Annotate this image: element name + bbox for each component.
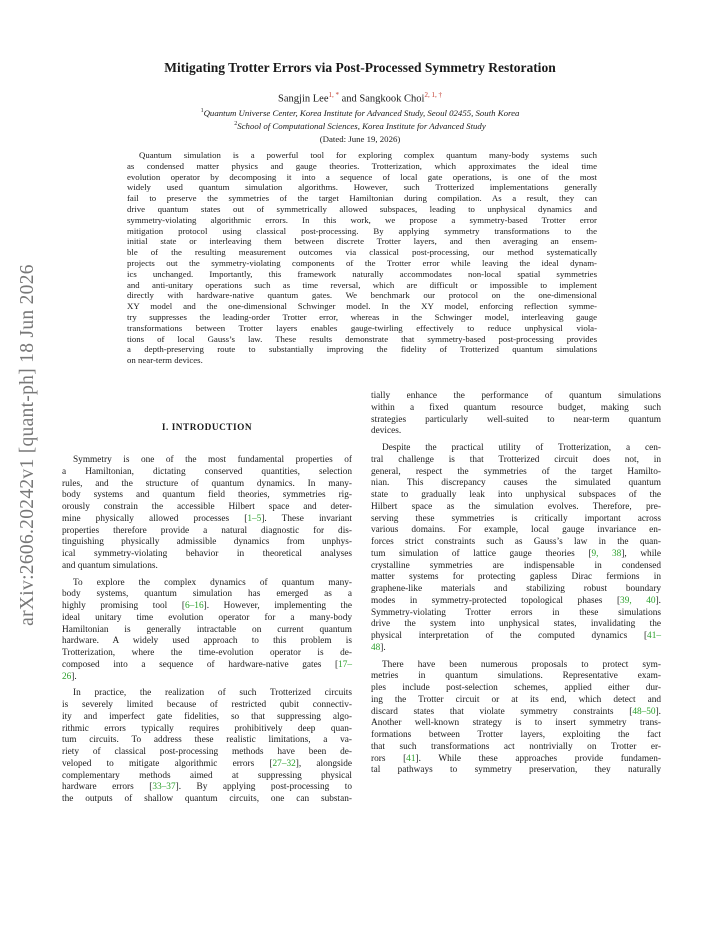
paragraph-line: crystalline symmetries are indispensable in condensed [371, 560, 661, 571]
paragraph-line: various domains. For example, local gauge invariance en- [371, 525, 661, 536]
paragraph-line: discard states that violate symmetry constraints [48–50]. [371, 706, 661, 717]
paragraph-line: modes in symmetry-protected topological phases [39, 40]. [371, 595, 661, 606]
citation-link[interactable]: 48 [371, 642, 381, 653]
paragraph-line: 48]. [371, 642, 386, 653]
paragraph-line: nian. This discrepancy causes the simulated quantum [371, 478, 661, 489]
paragraph-line: Hamiltonian is generally intractable on current quantum [62, 624, 352, 635]
paragraph-line: Hilbert space as the simulation evolves. Therefore, pre- [371, 501, 661, 512]
paragraph-line: drive the system into unphysical states, invalidating the [371, 619, 661, 630]
date-line: (Dated: June 19, 2026) [319, 134, 401, 144]
citation-link[interactable]: 41 [406, 753, 416, 764]
abstract-line: and anti-unitary operations such as time reversal, which are difficult or impossible to implement [127, 279, 597, 290]
paragraph-line: hardware errors [33–37]. By applying post-processing to [62, 782, 352, 793]
paragraph-line: rors [41]. While these approaches provide fundamen- [371, 753, 661, 764]
affiliation-text: Quantum Universe Center, Korea Institute for Advanced Study, Seoul 02455, South Korea [203, 108, 520, 118]
abstract-line: mitigation protocol using classical post-processing. By applying symmetry transformations to the [127, 225, 597, 236]
paragraph-line: Symmetry-violating Trotter errors in these simulations [371, 607, 661, 618]
paragraph-line: serving these symmetries is critically important across [371, 513, 661, 524]
paragraph-line: properties therefore provide a natural diagnostic for dis- [62, 525, 352, 536]
paragraph-line: veloped to mitigate algorithmic errors [27–32], alongside [62, 758, 352, 769]
section-heading: I. INTRODUCTION [161, 423, 253, 433]
paragraph-line: tially enhance the performance of quantum simulations [371, 391, 661, 401]
paragraph-line: tral challenge is that Trotterized circuit does not, in [371, 454, 661, 465]
author-conjunction: and [341, 93, 357, 105]
paragraph-line: ideal unitary time evolution operator for a many-body [62, 612, 352, 623]
citation-link[interactable]: 41– [647, 631, 661, 641]
paragraph-line: Another well-known strategy is to insert symmetry trans- [371, 718, 661, 729]
abstract-line: transformations between Trotter layers enables gauge-twirling effectively to reduce unphysical viola- [127, 322, 597, 333]
paragraph-line: forces strict constraints such as Gauss’s law in the quan- [371, 537, 661, 547]
abstract-line: directly with hardware-native quantum gates. We benchmark our protocol on the one-dimensional [127, 290, 597, 301]
arxiv-identifier: arXiv:2606.20242v1 [quant-ph] 18 Jun 2026 [17, 264, 38, 626]
paragraph-line: devices. [371, 426, 402, 437]
citation-link[interactable]: 1–5 [247, 513, 262, 524]
paragraph-line: In practice, the realization of such Trotterized circuits [73, 688, 352, 699]
author-affiliation-mark: 1, * [328, 91, 339, 99]
paragraph-line: Despite the practical utility of Trotterization, a cen- [382, 443, 661, 453]
paragraph-line: highly promising tool [6–16]. However, implementing the [62, 601, 353, 611]
paragraph-line: the outputs of shallow quantum circuits, one can substan- [62, 794, 352, 804]
citation-link[interactable]: 48–50 [632, 706, 656, 717]
paragraph-line: mine physically allowed processes [1–5]. These invariant [62, 513, 353, 524]
affiliation-text: School of Computational Sciences, Korea Institute for Advanced Study [237, 121, 486, 131]
affiliation-2 [60, 121, 660, 131]
abstract-line: symmetry-violating algorithmic errors. In this work, we propose a symmetry-based Trotter error [127, 214, 597, 225]
paragraph-line: metries in quantum simulations. Representative exam- [371, 671, 661, 682]
author-name: Sangjin Lee [278, 93, 329, 105]
abstract-line: drive quantum states out of symmetrically allowed subspaces, leading to unphysical dynamics and [127, 203, 597, 214]
paragraph-line: formations between Trotter layers, exploiting the fact [371, 730, 661, 740]
abstract [127, 150, 597, 366]
paragraph-line: Symmetry is one of the most fundamental properties of [73, 455, 352, 465]
paragraph-line: and quantum simulations. [62, 560, 158, 571]
abstract-line: widely used quantum simulation algorithms. However, such Trotterized implementations generally [127, 182, 597, 193]
right-column [371, 391, 661, 777]
citation-link[interactable]: 27–32 [272, 758, 296, 769]
paragraph-line: riety of classical post-processing methods have been de- [62, 747, 352, 757]
paragraph-line: ing the Trotter circuit or at its end, which detect and [371, 694, 661, 705]
paragraph-line: is severely limited because of restricted qubit connectiv- [62, 700, 352, 710]
affiliation-number: 2 [234, 121, 238, 128]
paragraph-line: tinguishing physically admissible dynamics from unphys- [62, 537, 352, 548]
affiliation-1 [60, 108, 660, 118]
abstract-line: XY model and the one-dimensional Schwinger model. In the XY model, enforcing reflection symme- [127, 301, 597, 312]
abstract-line: on near-term devices. [127, 355, 203, 366]
citation-link[interactable]: 33–37 [152, 782, 176, 793]
paragraph-line: hardware. A widely used approach to this problem is [62, 636, 352, 647]
paragraph-line: that such transformations act nontrivially on Trotter er- [371, 741, 661, 752]
abstract-line: a depth-preserving route to substantially improving the fidelity of Trotterized quantum simulations [127, 344, 597, 355]
paragraph-line: a Hamiltonian, dictating conserved quantities, selection [62, 466, 352, 477]
abstract-line: as condensed matter physics and gauge theories. Trotterization, which approximates the ideal time [127, 160, 597, 171]
paragraph-line: rithmic errors typically requires prohibitively deep quan- [62, 723, 352, 734]
abstract-line: ble of the resulting measurement outcomes via classical post-processing, our method systematically [127, 247, 597, 258]
citation-link[interactable]: 6–16 [185, 601, 204, 611]
arxiv-sidebar-stamp [16, 250, 40, 640]
abstract-line: tions of local Gauss’s law. These results demonstrate that symmetry-based post-processing provides [127, 333, 597, 344]
paragraph-line: ity and imperfect gate fidelities, so that suppressing algo- [62, 711, 352, 722]
paragraph-line: There have been numerous proposals to protect sym- [382, 659, 661, 670]
citation-link[interactable]: 39, 40 [620, 595, 656, 606]
paragraph-line: ples include post-selection schemes, applied either dur- [371, 683, 661, 693]
abstract-line: Quantum simulation is a powerful tool for exploring complex quantum many-body systems such [139, 150, 597, 160]
paragraph-line: rules, and the structure of quantum dynamics. In many- [62, 478, 352, 489]
author-affiliation-mark: 2, 1, † [424, 91, 442, 99]
citation-link[interactable]: 17– [338, 659, 352, 670]
paragraph-line: orously constrain the accessible Hilbert space and deter- [62, 502, 352, 512]
paragraph-line: general, respect the symmetries of the target Hamilto- [371, 466, 661, 477]
paragraph-line: strategies particularly well-suited to near-term quantum [371, 414, 661, 425]
paragraph-line: within a fixed quantum resource budget, making such [371, 402, 661, 413]
paragraph-line: body systems and quantum field theories, symmetries rig- [62, 490, 352, 501]
abstract-line: ics unchanged. Importantly, this framework naturally accommodates non-local spatial symmetries [127, 268, 597, 279]
abstract-line: initial state or interleaving them between discrete Trotter layers, and then averaging an ensem- [127, 236, 597, 247]
paragraph-line: Trotterization, where the time-evolution operator is de- [62, 648, 352, 658]
left-column [62, 455, 352, 806]
abstract-line: evolution operator by decomposing it into a sequence of local gate operations, is one of the most [127, 171, 597, 182]
affiliation-number: 1 [200, 108, 204, 115]
author-name: Sangkook Choi [359, 93, 425, 105]
abstract-line: projects out the symmetry-violating components of the Trotter error while leaving the ideal dynam- [127, 257, 597, 268]
abstract-line: fail to preserve the symmetries of the target Hamiltonian during compilation. As a result, they can [127, 193, 597, 204]
abstract-line: try suppresses the leading-order Trotter error, whereas in the Schwinger model, interleaving gauge [127, 311, 597, 322]
paragraph-line: state to gradually leak into unphysical subspaces of the [371, 490, 661, 500]
paragraph-line: tal pathways to symmetry preservation, they naturally [371, 765, 661, 776]
paper-title: Mitigating Trotter Errors via Post-Processed Symmetry Restoration [164, 60, 556, 75]
citation-link[interactable]: 26 [62, 671, 72, 682]
paragraph-line: 26]. [62, 671, 77, 682]
paragraph-line: ical symmetry-violating behavior in theoretical analyses [62, 549, 352, 559]
citation-link[interactable]: 9, 38 [591, 548, 622, 559]
paragraph-line: To explore the complex dynamics of quantum many- [73, 577, 352, 588]
paragraph-line: tum circuits. To address these realistic limitations, a va- [62, 735, 352, 746]
paragraph-line: tum simulation of lattice gauge theories [9, 38], while [371, 548, 661, 559]
paragraph-line: composed into a sequence of hardware-native gates [17– [62, 659, 352, 670]
paragraph-line: physical interpretation of the computed dynamics [41– [371, 631, 661, 641]
paragraph-line: graphene-like materials and stabilizing robust boundary [371, 584, 661, 594]
author-line [60, 91, 660, 105]
paragraph-line: matter systems for protecting gapless Dirac fermions in [371, 572, 661, 583]
paragraph-line: body systems, quantum simulation has emerged as a [62, 589, 352, 600]
paragraph-line: complementary methods aimed at suppressing physical [62, 770, 352, 781]
